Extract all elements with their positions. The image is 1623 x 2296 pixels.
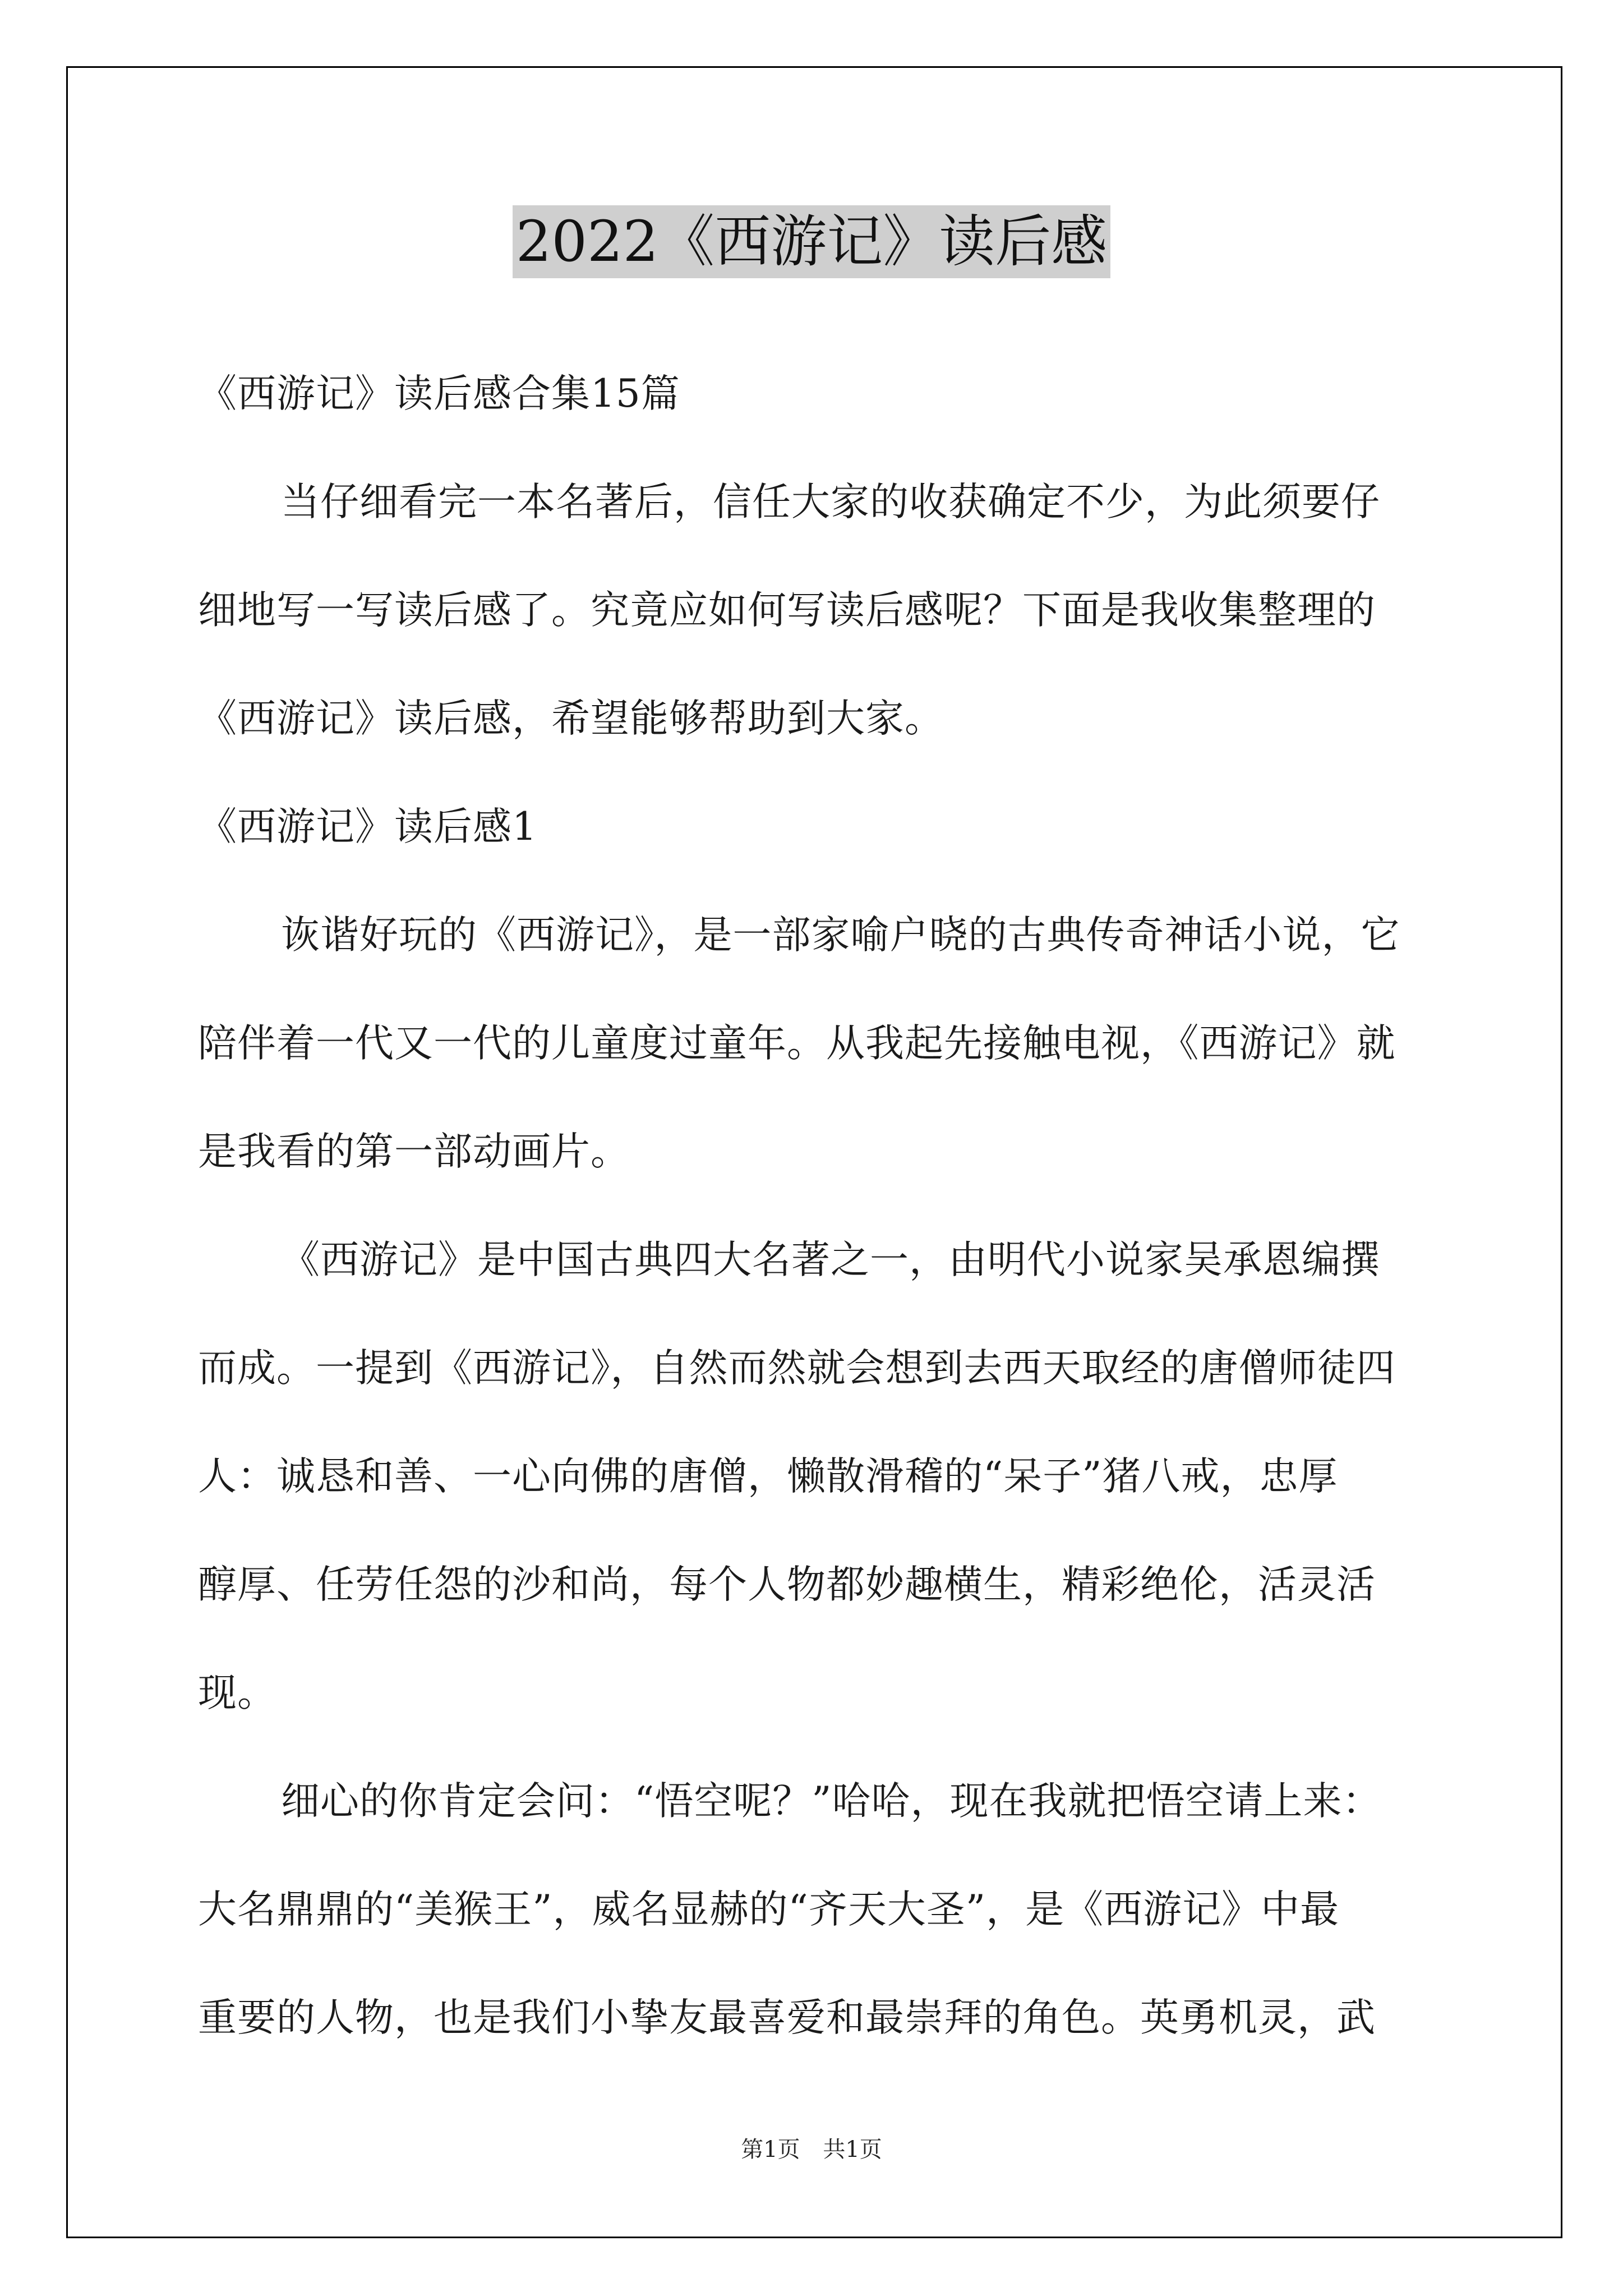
text-line: 大名鼎鼎的“美猴王”，威名显赫的“齐天大圣”，是《西游记》中最 [198, 1887, 1340, 1932]
text-line: 《西游记》读后感1 [198, 804, 537, 849]
text-line: 现。 [198, 1671, 276, 1715]
text-line: 人：诚恳和善、一心向佛的唐僧，懒散滑稽的“呆子”猪八戒，忠厚 [198, 1454, 1338, 1499]
text-line: 《西游记》读后感合集15篇 [198, 371, 680, 416]
text-line: 而成。一提到《西游记》，自然而然就会想到去西天取经的唐僧师徒四 [198, 1346, 1396, 1391]
text-line: 《西游记》读后感，希望能够帮助到大家。 [198, 696, 944, 741]
document-body [198, 340, 1435, 2072]
text-line: 重要的人物，也是我们小挚友最喜爱和最崇拜的角色。英勇机灵，武 [198, 1995, 1376, 2040]
text-line: 陪伴着一代又一代的儿童度过童年。从我起先接触电视，《西游记》就 [198, 1021, 1396, 1066]
text-line: 当仔细看完一本名著后，信任大家的收获确定不少，为此须要仔 [281, 480, 1380, 524]
text-line: 是我看的第一部动画片。 [198, 1129, 630, 1174]
text-line: 细心的你肯定会问：“悟空呢？”哈哈，现在我就把悟空请上来： [281, 1779, 1382, 1824]
document-title: 2022《西游记》读后感 [513, 205, 1111, 278]
page-number: 第1页 [741, 2137, 800, 2162]
text-line: 醇厚、任劳任怨的沙和尚，每个人物都妙趣横生，精彩绝伦，活灵活 [198, 1562, 1376, 1607]
page-total: 共1页 [823, 2137, 882, 2162]
text-line: 细地写一写读后感了。究竟应如何写读后感呢？下面是我收集整理的 [198, 588, 1376, 633]
page-footer [0, 2132, 1623, 2164]
text-line: 《西游记》是中国古典四大名著之一，由明代小说家吴承恩编撰 [281, 1237, 1380, 1282]
text-line: 诙谐好玩的《西游记》，是一部家喻户晓的古典传奇神话小说，它 [281, 913, 1400, 958]
title-container [0, 205, 1623, 278]
